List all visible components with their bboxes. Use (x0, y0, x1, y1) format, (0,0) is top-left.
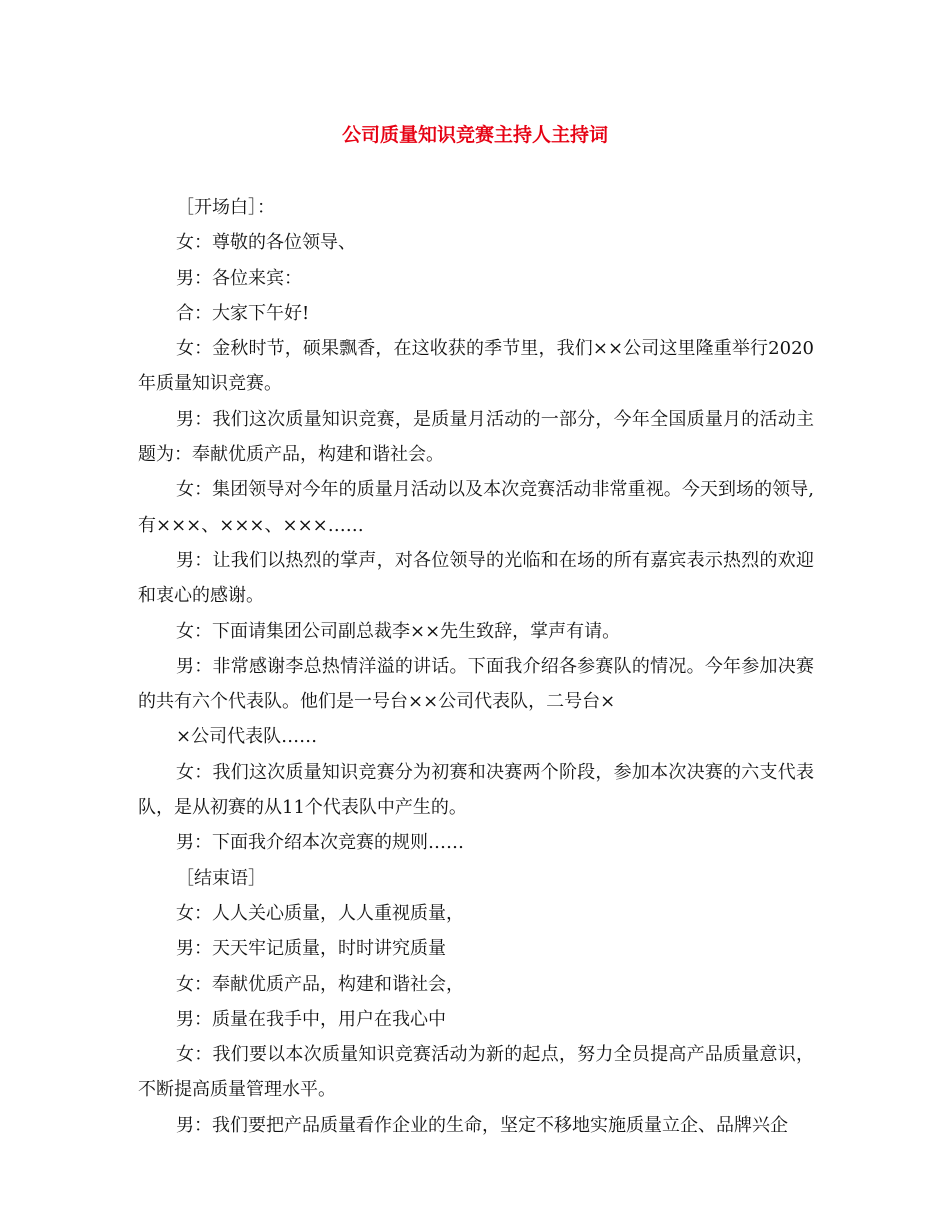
paragraph: 男：质量在我手中，用户在我心中 (176, 1008, 446, 1030)
paragraph: 男：非常感谢李总热情洋溢的讲话。下面我介绍各参赛队的情况。今年参加决赛的共有六个代表队。他们是一号台××公司代表队，二号台× (138, 655, 814, 713)
paragraph: 女：下面请集团公司副总裁李××先生致辞，掌声有请。 (176, 620, 621, 642)
document-title: 公司质量知识竞赛主持人主持词 (341, 124, 608, 146)
paragraph: 男：我们要把产品质量看作企业的生命，坚定不移地实施质量立企、品牌兴企 (176, 1114, 788, 1136)
paragraph: 合：大家下午好! (176, 302, 310, 324)
paragraph: 女：我们要以本次质量知识竞赛活动为新的起点，努力全员提高产品质量意识，不断提高质量管理水平。 (138, 1044, 814, 1101)
paragraph: ［结束语］ (176, 867, 266, 889)
paragraph: 女：人人关心质量，人人重视质量， (176, 902, 464, 924)
paragraph: 男：下面我介绍本次竞赛的规则…… (176, 832, 464, 854)
paragraph: 男：各位来宾： (176, 267, 302, 289)
paragraph: 女：我们这次质量知识竞赛分为初赛和决赛两个阶段，参加本次决赛的六支代表队，是从初赛的从11个代表队中产生的。 (138, 761, 814, 819)
paragraph: 女：尊敬的各位领导、 (176, 232, 356, 254)
document-body (138, 190, 814, 1143)
paragraph: 女：奉献优质产品，构建和谐社会， (176, 973, 464, 995)
paragraph: ［开场白］： (176, 197, 275, 218)
paragraph: 男：我们这次质量知识竞赛，是质量月活动的一部分，今年全国质量月的活动主题为：奉献优质产品，构建和谐社会。 (138, 408, 814, 466)
paragraph: 男：天天牢记质量，时时讲究质量 (176, 938, 446, 960)
paragraph: ×公司代表队…… (176, 726, 318, 748)
paragraph: 女：金秋时节，硕果飘香，在这收获的季节里，我们××公司这里隆重举行2020年质量知识竞赛。 (138, 338, 814, 395)
paragraph: 女：集团领导对今年的质量月活动以及本次竞赛活动非常重视。今天到场的领导,有×××、×××、×××…… (138, 479, 814, 536)
paragraph: 男：让我们以热烈的掌声，对各位领导的光临和在场的所有嘉宾表示热烈的欢迎和衷心的感谢。 (138, 549, 814, 607)
